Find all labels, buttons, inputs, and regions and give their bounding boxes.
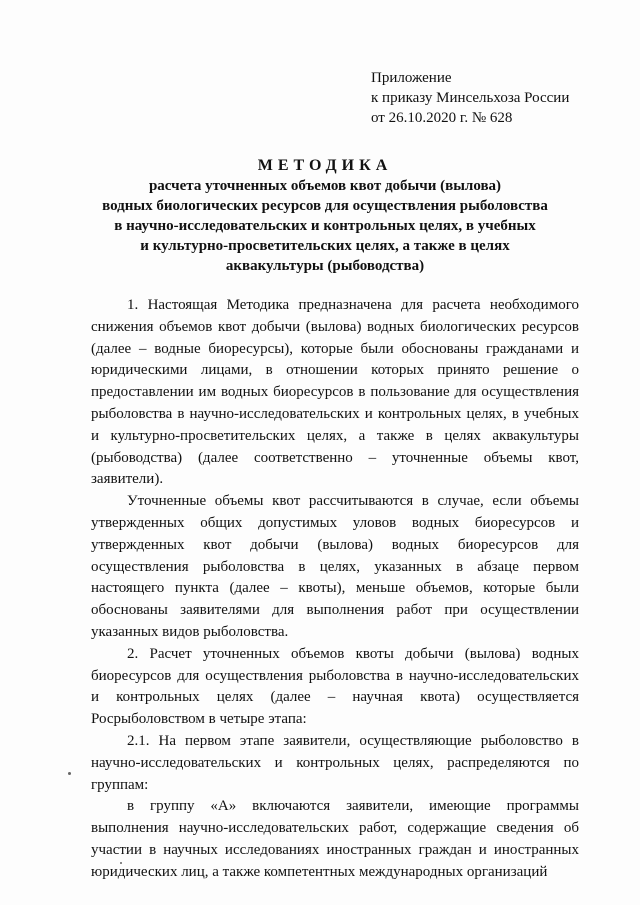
document-body (91, 295, 579, 884)
title-heading: МЕТОДИКА (257, 157, 393, 174)
appendix-line-2: к приказу Минсельхоза России (371, 90, 570, 106)
paragraph-1: 1. Настоящая Методика предназначена для расчета необходимого снижения объемов квот добычи (вылова) водных биологических ресурсов (далее – водные биоресурсы), которые были обоснованы гражданами и юридическими лицами, в отношении которых принято решение о предоставлении им водных биоресурсов в пользование для осуществления рыболовства в научно-исследовательских и контрольных целях, в учебных и культурно-просветительских целях, а также в целях аквакультуры (рыбоводства) (далее соответственно – уточненные объемы квот, заявители). (91, 297, 579, 488)
paragraph-5: в группу «А» включаются заявители, имеющие программы выполнения научно-исследовательских работ, содержащие сведения об участии в научных исследованиях иностранных граждан и иностранных юридических лиц, а также компетентных международных организаций (91, 798, 579, 880)
appendix-line-3: от 26.10.2020 г. № 628 (371, 110, 513, 126)
title-line-1: расчета уточненных объемов квот добычи (вылова) (148, 178, 502, 194)
scan-speck (68, 772, 71, 775)
title-line-3: в научно-исследовательских и контрольных целях, в учебных (114, 218, 536, 234)
title-line-2: водных биологических ресурсов для осуществления рыболовства (102, 198, 548, 214)
title-line-5: аквакультуры (рыбоводства) (225, 258, 425, 274)
scan-speck-small (120, 862, 122, 864)
paragraph-4: 2.1. На первом этапе заявители, осуществляющие рыболовство в научно-исследовательских и контрольных целях, распределяются по группам: (91, 732, 579, 793)
appendix-block (371, 68, 569, 128)
title-line-4: и культурно-просветительских целях, а также в целях (140, 238, 510, 254)
document-title (90, 156, 560, 276)
paragraph-2: Уточненные объемы квот рассчитываются в случае, если объемы утвержденных общих допустимых уловов водных биоресурсов и утвержденных квот добычи (вылова) водных биоресурсов для осуществления рыболовства в целях, указанных в абзаце первом настоящего пункта (далее – квоты), меньше объемов, которые были обоснованы заявителями для выполнения работ при осуществлении указанных видов рыболовства. (91, 493, 579, 640)
appendix-line-1: Приложение (371, 70, 452, 86)
paragraph-3: 2. Расчет уточненных объемов квоты добычи (вылова) водных биоресурсов для осуществления рыболовства в научно-исследовательских и контрольных целях (далее – научная квота) осуществляется Росрыболовством в четыре этапа: (91, 645, 579, 728)
